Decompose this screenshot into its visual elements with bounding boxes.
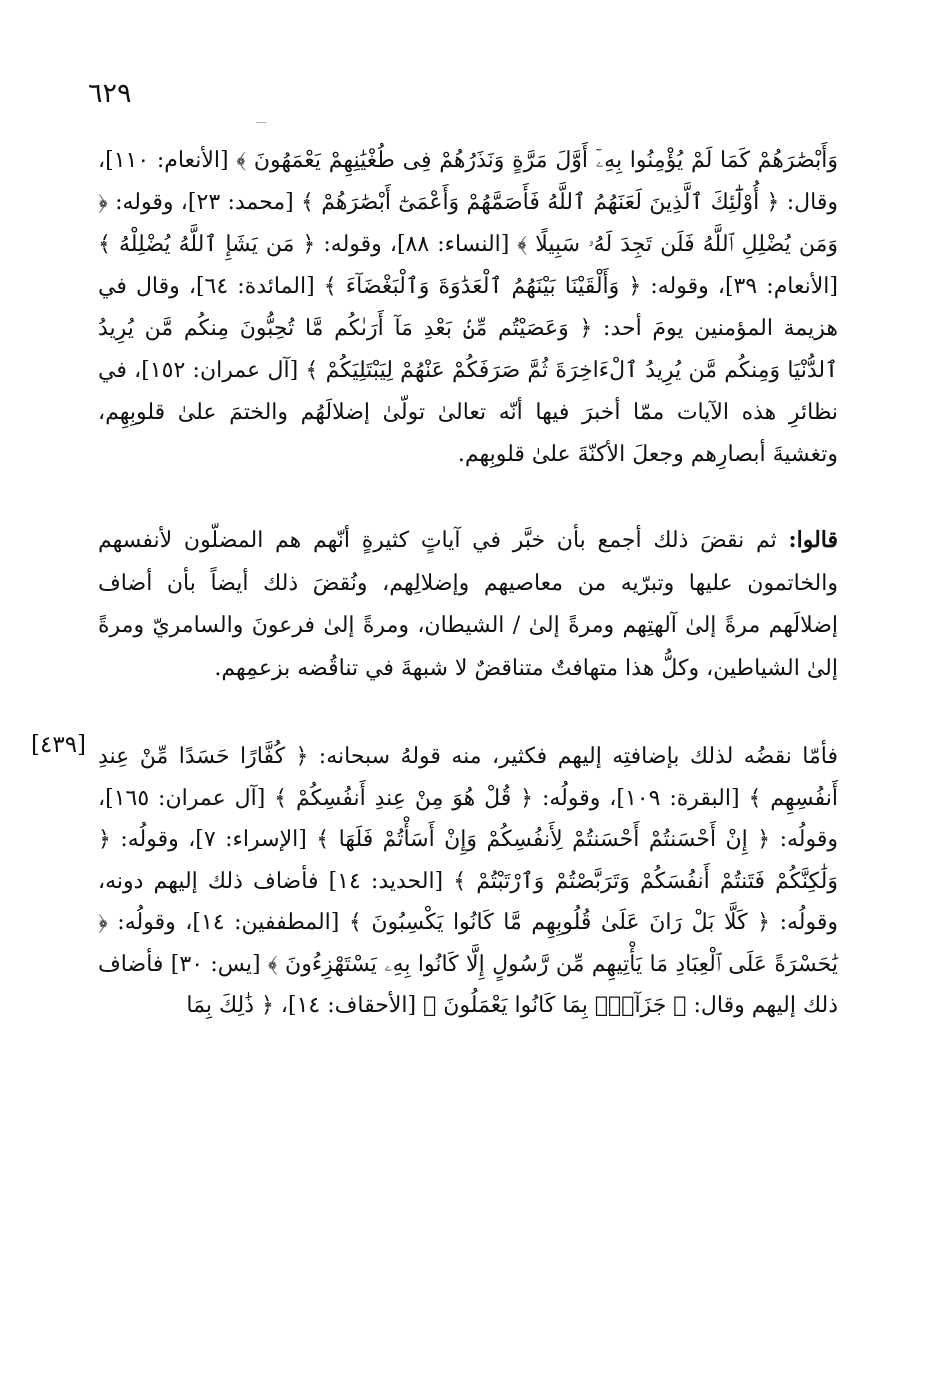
header-rule-dot xyxy=(256,122,266,123)
paragraph-quran-verses: وَأَبْصَٰرَهُمْ كَمَا لَمْ يُؤْمِنُوا بِهِۦٓ أَوَّلَ مَرَّةٍ وَنَذَرُهُمْ فِى طُغْيَٰنِهِمْ يَعْمَهُونَ ﴾ [الأنعام: ١١٠]، وقال: ﴿ أُوْلَٰٓئِكَ ٱلَّذِينَ لَعَنَهُمُ ٱللَّهُ فَأَصَمَّهُمْ وَأَعْمَىٰٓ أَبْصَٰرَهُمْ ﴾ [محمد: ٢٣]، وقوله: ﴿ وَمَن يُضْلِلِ ٱللَّهُ فَلَن تَجِدَ لَهُۥ سَبِيلًا ﴾ [النساء: ٨٨]، وقوله: ﴿ مَن يَشَإِ ٱللَّهُ يُضْلِلْهُ ﴾ [الأنعام: ٣٩]، وقوله: ﴿ وَأَلْقَيْنَا بَيْنَهُمُ ٱلْعَدَٰوَةَ وَٱلْبَغْضَآءَ ﴾ [المائدة: ٦٤]، وقال في هزيمة المؤمنين يومَ أحد: ﴿ وَعَصَيْتُم مِّنۢ بَعْدِ مَآ أَرَىٰكُم مَّا تُحِبُّونَ مِنكُم مَّن يُرِيدُ ٱلدُّنْيَا وَمِنكُم مَّن يُرِيدُ ٱلْءَاخِرَةَ ثُمَّ صَرَفَكُمْ عَنْهُمْ لِيَبْتَلِيَكُمْ ﴾ [آل عمران: ١٥٢]، في نظائرِ هذه الآيات ممّا أخبرَ فيها أنّه تعالىٰ تولّىٰ إضلالَهُم والختمَ علىٰ قلوبِهِم، وتغشيةَ أبصارِهم وجعلَ الأكنّةَ علىٰ قلوبِهم. xyxy=(98,148,838,467)
page-number: ٦٢٩ xyxy=(88,78,132,109)
page-body xyxy=(98,140,838,1027)
margin-page-reference: [٤٣٩] xyxy=(31,732,87,758)
paragraph-lead-word: قالوا: xyxy=(788,527,838,553)
paragraph-objection xyxy=(98,519,838,690)
paragraph-response: فأمّا نقضُه لذلك بإضافتِه إليهم فكثير، منه قولهُ سبحانه: ﴿ كُفَّارًا حَسَدًا مِّنْ عِندِ أَنفُسِهِم ﴾ [البقرة: ١٠٩]، وقولُه: ﴿ قُلْ هُوَ مِنْ عِندِ أَنفُسِكُمْ ﴾ [آل عمران: ١٦٥]، وقولُه: ﴿ إِنْ أَحْسَنتُمْ أَحْسَنتُمْ لِأَنفُسِكُمْ وَإِنْ أَسَأْتُمْ فَلَهَا ﴾ [الإسراء: ٧]، وقولُه: ﴿ وَلَٰكِنَّكُمْ فَتَنتُمْ أَنفُسَكُمْ وَتَرَبَّصْتُمْ وَٱرْتَبْتُمْ ﴾ [الحديد: ١٤] فأضاف ذلك إليهم دونه، وقولُه: ﴿ كَلَّا بَلْ رَانَ عَلَىٰ قُلُوبِهِم مَّا كَانُوا يَكْسِبُونَ ﴾ [المطففين: ١٤]، وقولُه: ﴿ يَٰحَسْرَةً عَلَى ٱلْعِبَادِ مَا يَأْتِيهِم مِّن رَّسُولٍ إِلَّا كَانُوا بِهِۦ يَسْتَهْزِءُونَ ﴾ [يس: ٣٠] فأضاف ذلك إليهم وقال: ﴿ جَزَآءًۢ بِمَا كَانُوا يَعْمَلُونَ ﴾ [الأحقاف: ١٤]، ﴿ ذَٰلِكَ بِمَا xyxy=(98,744,839,1018)
paragraph-objection-text: ثم نقضَ ذلك أجمع بأن خبَّر في آياتٍ كثيرةٍ أنّهم هم المضلّون لأنفسهم والخاتمون عليها وتبرّيه من معاصيهم وإضلالِهم، ونُقضَ ذلك أيضاً بأن أضاف إضلالَهم مرةً إلىٰ آلهتِهم ومرةً إلىٰ / الشيطان، ومرةً إلىٰ فرعونَ والسامريّ ومرةً إلىٰ الشياطين، وكلُّ هذا متهافتٌ متناقضٌ لا شبهةَ في تناقُضه بزعمِهم. xyxy=(98,528,838,681)
